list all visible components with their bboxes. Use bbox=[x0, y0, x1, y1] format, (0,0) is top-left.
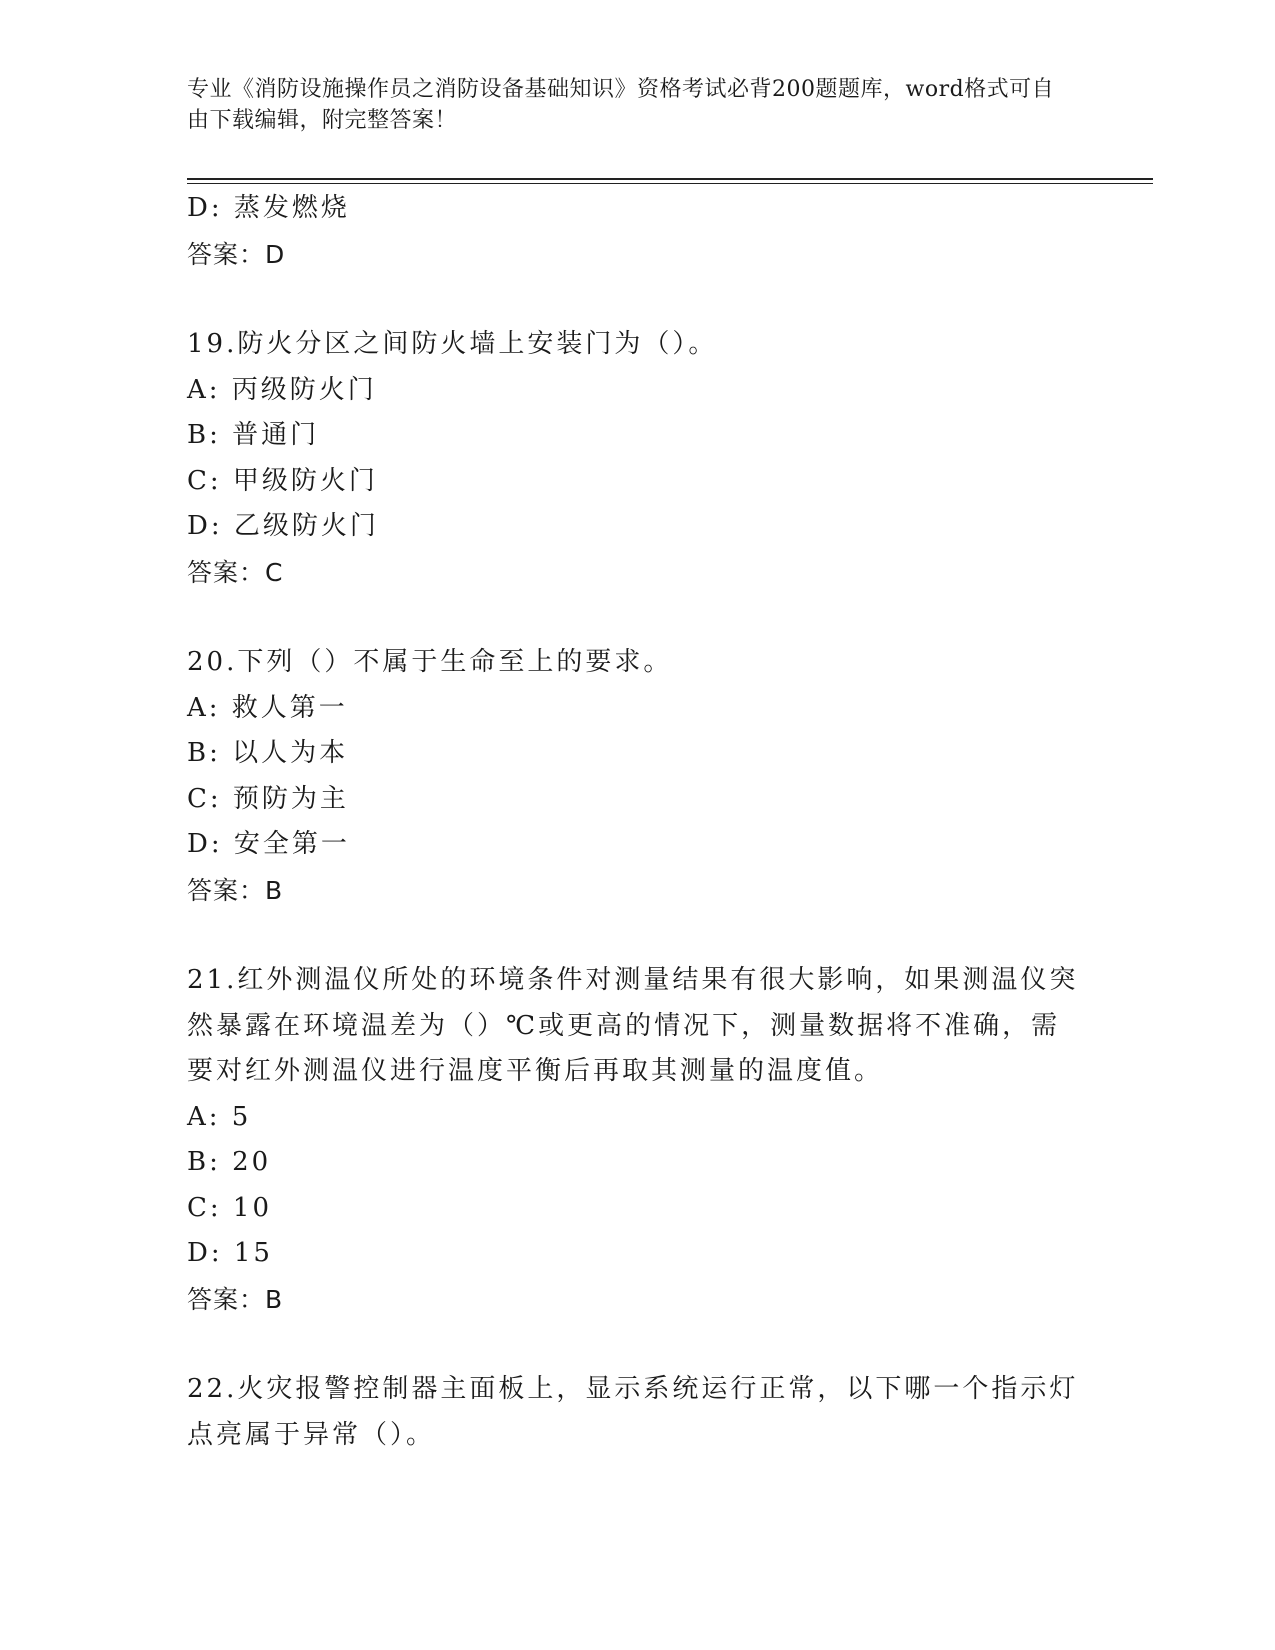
q20-answer: 答案：B bbox=[187, 875, 284, 905]
q22-stem-line-2: 点亮属于异常（）。 bbox=[187, 1419, 436, 1450]
q21-stem-line-3: 要对红外测温仪进行温度平衡后再取其测量的温度值。 bbox=[187, 1056, 884, 1086]
q21-stem-line-1: 21.红外测温仪所处的环境条件对测量结果有很大影响，如果测温仪突 bbox=[187, 965, 1079, 995]
q19-option-c: C: 甲级防火门 bbox=[187, 465, 378, 496]
q19-option-b: B: 普通门 bbox=[187, 420, 320, 450]
q21-option-c: C: 10 bbox=[187, 1192, 273, 1223]
q21-stem-line-2: 然暴露在环境温差为（）℃或更高的情况下，测量数据将不准确，需 bbox=[187, 1010, 1061, 1041]
q19-answer: 答案：C bbox=[187, 557, 284, 587]
q19-stem: 19.防火分区之间防火墙上安装门为（）。 bbox=[187, 329, 718, 359]
document-header: 专业《消防设施操作员之消防设备基础知识》资格考试必背200题题库，word格式可自由下载编辑，附完整答案！ bbox=[187, 77, 1055, 133]
q21-answer: 答案：B bbox=[187, 1284, 284, 1314]
q21-option-b: B: 20 bbox=[187, 1147, 272, 1177]
q19-option-a: A: 丙级防火门 bbox=[187, 374, 377, 405]
q20-option-d: D: 安全第一 bbox=[187, 829, 350, 859]
q19-option-d: D: 乙级防火门 bbox=[187, 511, 379, 541]
q22-stem-line-1: 22.火灾报警控制器主面板上，显示系统运行正常，以下哪一个指示灯 bbox=[187, 1374, 1079, 1404]
q20-option-c: C: 预防为主 bbox=[187, 783, 349, 814]
q20-option-a: A: 救人第一 bbox=[187, 692, 348, 723]
q18-answer: 答案：D bbox=[187, 239, 286, 269]
q21-option-a: A: 5 bbox=[187, 1101, 252, 1132]
q20-option-b: B: 以人为本 bbox=[187, 738, 349, 768]
q18-option-d: D: 蒸发燃烧 bbox=[187, 193, 350, 223]
q20-stem: 20.下列（）不属于生命至上的要求。 bbox=[187, 647, 673, 677]
header-rule-thin bbox=[187, 183, 1153, 184]
header-rule-thick bbox=[187, 178, 1153, 180]
question-list bbox=[187, 186, 1087, 1458]
q21-option-d: D: 15 bbox=[187, 1238, 273, 1268]
